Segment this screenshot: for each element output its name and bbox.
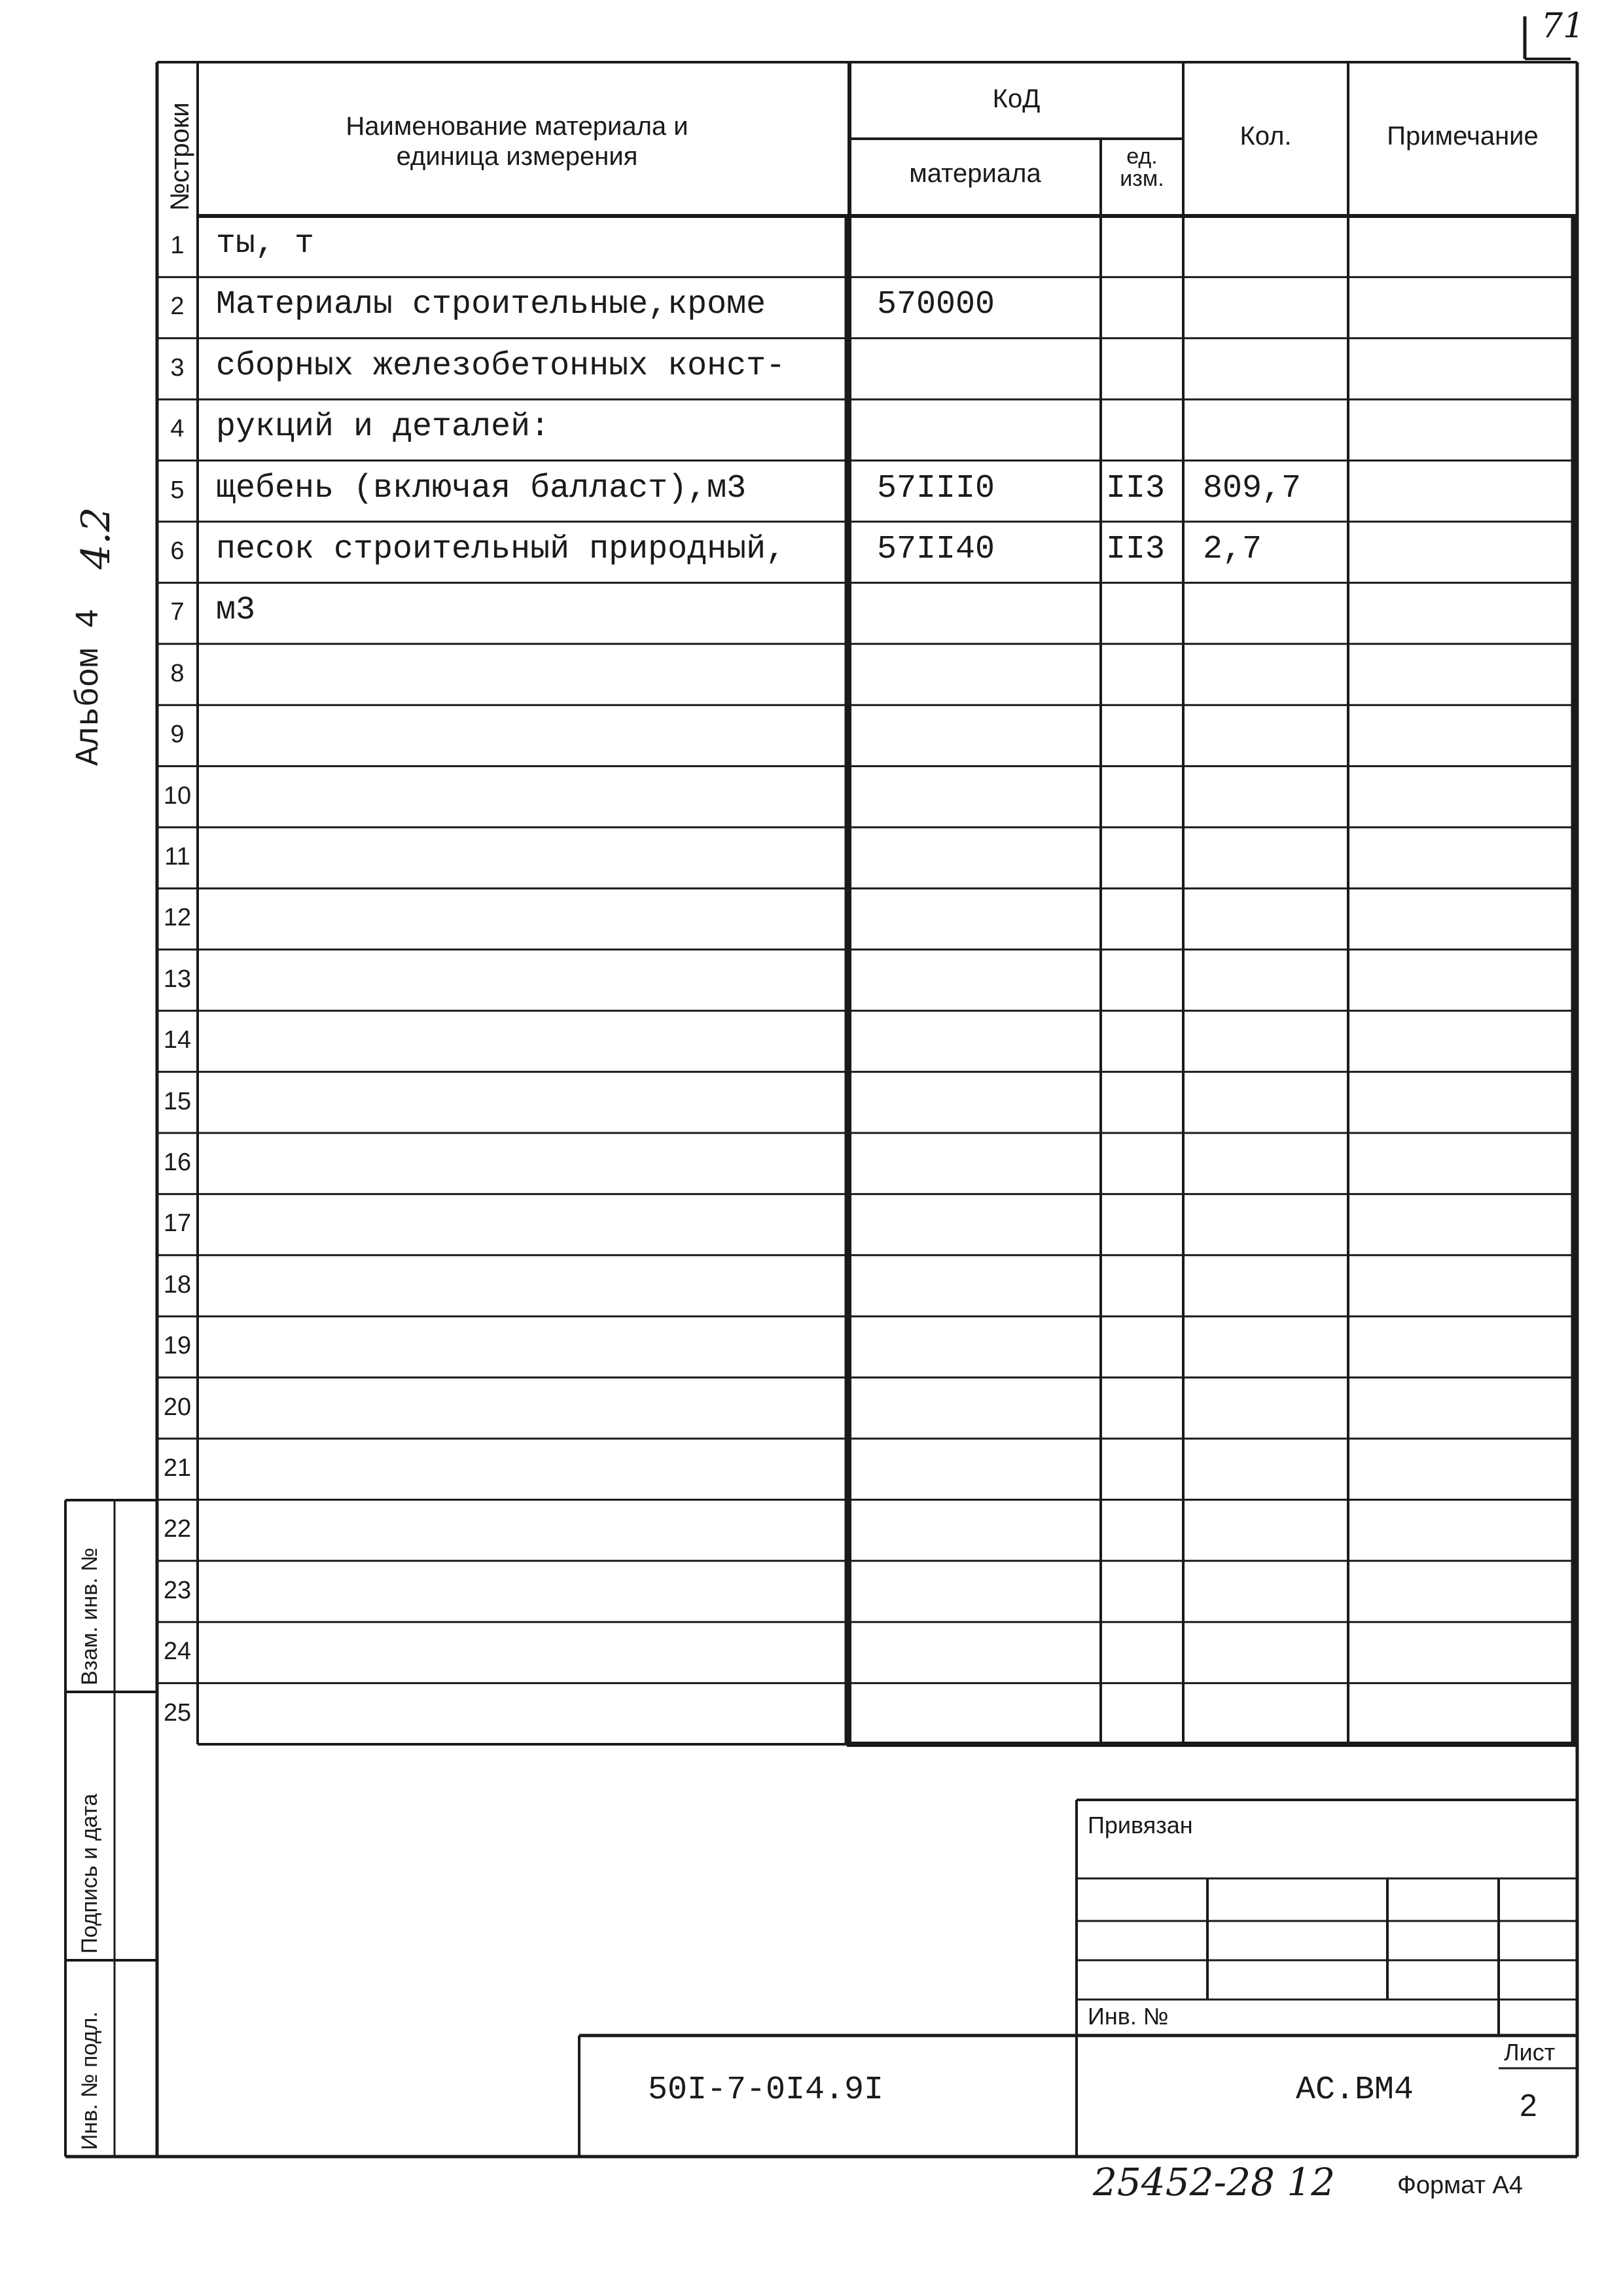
- row-number: 13: [163, 965, 192, 993]
- header-row-number: №строки: [166, 102, 194, 211]
- row-number: 21: [163, 1454, 192, 1482]
- row-number: 24: [163, 1638, 192, 1666]
- row-quantity: 809,7: [1203, 469, 1302, 507]
- row-number: 10: [163, 781, 192, 810]
- row-number: 14: [163, 1026, 192, 1054]
- row-material-name: песок строительный природный,: [216, 531, 786, 568]
- sheet-label: Лист: [1504, 2039, 1556, 2066]
- row-material-name: м3: [216, 592, 256, 630]
- document-mark: АС.ВМ4: [1296, 2072, 1414, 2109]
- page-corner-number: 71: [1541, 7, 1585, 46]
- row-number: 18: [163, 1270, 192, 1299]
- row-quantity: 2,7: [1203, 531, 1262, 568]
- row-number: 9: [170, 721, 185, 749]
- row-material-code: 57III0: [877, 469, 995, 507]
- row-material-name: ты, т: [216, 225, 315, 262]
- row-number: 25: [163, 1698, 192, 1727]
- row-number: 1: [170, 232, 185, 259]
- format-label: Формат А4: [1397, 2172, 1524, 2199]
- row-number: 6: [170, 537, 185, 565]
- row-number: 3: [170, 353, 185, 382]
- row-number: 12: [163, 904, 192, 932]
- title-privyazan: Привязан: [1088, 1812, 1193, 1839]
- album-label: Альбом 4: [71, 608, 108, 766]
- sheet-number: 2: [1520, 2089, 1537, 2123]
- stamp-vzam-inv: Взам. инв. №: [77, 1547, 102, 1685]
- row-number: 7: [170, 598, 185, 626]
- row-material-code: 57II40: [877, 531, 995, 568]
- document-code: 50I-7-0I4.9I: [648, 2072, 884, 2109]
- row-number: 17: [163, 1210, 192, 1238]
- row-material-name: сборных железобетонных конст-: [216, 347, 786, 385]
- row-number: 2: [170, 293, 185, 321]
- stamp-inv-original: Инв. № подл.: [77, 2011, 102, 2150]
- row-material-code: 570000: [877, 286, 995, 324]
- header-quantity: Кол.: [1240, 122, 1292, 151]
- footer-handwritten-number: 25452-28 12: [1093, 2160, 1336, 2204]
- row-number: 11: [164, 843, 190, 870]
- row-material-name: рукций и деталей:: [216, 408, 550, 446]
- header-material-name: Наименование материала и единица измерения: [346, 112, 688, 171]
- row-number: 15: [163, 1087, 192, 1115]
- row-number: 4: [170, 415, 185, 443]
- row-number: 22: [163, 1515, 192, 1543]
- title-inv-number: Инв. №: [1088, 2003, 1169, 2030]
- row-unit-code: II3: [1106, 531, 1166, 568]
- row-unit-code: II3: [1106, 469, 1166, 507]
- header-code: КоД: [992, 84, 1041, 113]
- row-number: 8: [170, 659, 185, 687]
- header-code-material: материала: [909, 159, 1041, 188]
- row-material-name: щебень (включая балласт),м3: [216, 469, 747, 507]
- stamp-signature-date: Подпись и дата: [77, 1793, 102, 1954]
- header-note: Примечание: [1387, 122, 1539, 151]
- row-material-name: Материалы строительные,кроме: [216, 286, 766, 324]
- row-number: 20: [163, 1393, 192, 1421]
- row-number: 19: [163, 1332, 192, 1360]
- header-code-unit: ед. изм.: [1120, 144, 1164, 191]
- row-number: 23: [163, 1576, 192, 1604]
- album-handwritten-number: 4.2: [73, 507, 119, 569]
- row-number: 16: [163, 1149, 192, 1176]
- row-number: 5: [170, 476, 185, 504]
